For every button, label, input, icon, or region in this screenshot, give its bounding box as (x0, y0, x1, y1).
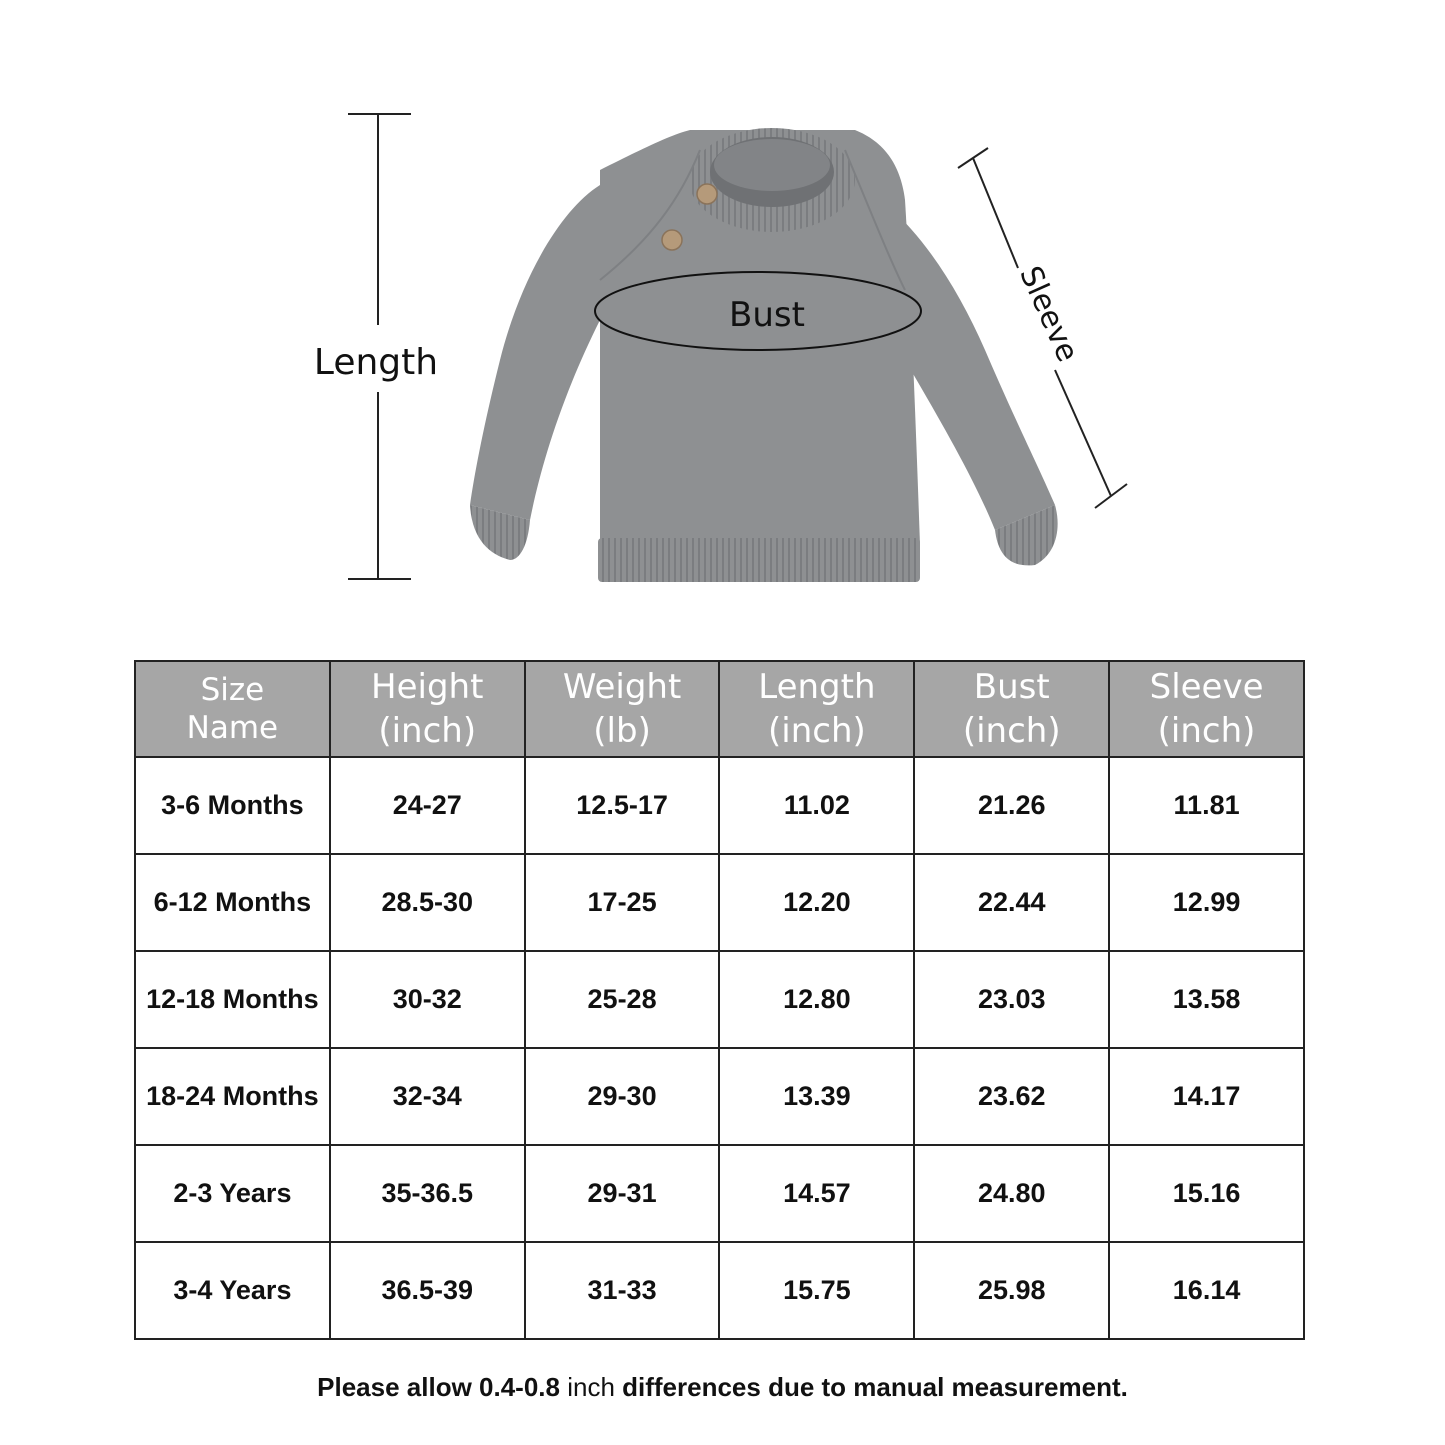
cell-sleeve: 12.99 (1109, 854, 1304, 951)
cell-height: 24-27 (330, 757, 525, 854)
header-sleeve: Sleeve (inch) (1109, 661, 1304, 757)
cell-sleeve: 14.17 (1109, 1048, 1304, 1145)
cell-weight: 12.5-17 (525, 757, 720, 854)
measurement-note: Please allow 0.4-0.8 inch differences due to manual measurement. (317, 1372, 1128, 1402)
cell-weight: 17-25 (525, 854, 720, 951)
table-row (135, 1145, 1304, 1242)
cell-sleeve: 15.16 (1109, 1145, 1304, 1242)
table-row (135, 951, 1304, 1048)
cell-weight: 31-33 (525, 1242, 720, 1339)
cell-length: 14.57 (719, 1145, 914, 1242)
table-header-row (135, 661, 1304, 757)
cell-bust: 23.03 (914, 951, 1109, 1048)
cell-length: 13.39 (719, 1048, 914, 1145)
table-row (135, 757, 1304, 854)
cell-height: 32-34 (330, 1048, 525, 1145)
cell-size-name: 2-3 Years (135, 1145, 330, 1242)
cell-size-name: 3-6 Months (135, 757, 330, 854)
cell-sleeve: 11.81 (1109, 757, 1304, 854)
cell-sleeve: 13.58 (1109, 951, 1304, 1048)
cell-weight: 25-28 (525, 951, 720, 1048)
cell-size-name: 18-24 Months (135, 1048, 330, 1145)
header-length: Length (inch) (719, 661, 914, 757)
cell-length: 12.80 (719, 951, 914, 1048)
cell-size-name: 12-18 Months (135, 951, 330, 1048)
cell-height: 30-32 (330, 951, 525, 1048)
button-icon (697, 184, 717, 204)
size-chart-table (134, 660, 1305, 1340)
cell-bust: 23.62 (914, 1048, 1109, 1145)
cell-length: 12.20 (719, 854, 914, 951)
cell-height: 36.5-39 (330, 1242, 525, 1339)
sleeve-label: Sleeve (1012, 261, 1086, 368)
cell-size-name: 3-4 Years (135, 1242, 330, 1339)
sweater-image (470, 128, 1058, 582)
sweater-measurement-diagram (0, 0, 1445, 640)
table-row (135, 1048, 1304, 1145)
table-row (135, 854, 1304, 951)
cell-length: 11.02 (719, 757, 914, 854)
cell-height: 28.5-30 (330, 854, 525, 951)
cell-height: 35-36.5 (330, 1145, 525, 1242)
bust-label: Bust (729, 295, 805, 335)
cell-sleeve: 16.14 (1109, 1242, 1304, 1339)
cell-length: 15.75 (719, 1242, 914, 1339)
table-row (135, 1242, 1304, 1339)
cell-weight: 29-30 (525, 1048, 720, 1145)
cell-weight: 29-31 (525, 1145, 720, 1242)
cell-bust: 21.26 (914, 757, 1109, 854)
cell-bust: 24.80 (914, 1145, 1109, 1242)
button-icon (662, 230, 682, 250)
cell-size-name: 6-12 Months (135, 854, 330, 951)
cell-bust: 22.44 (914, 854, 1109, 951)
length-label: Length (313, 342, 439, 383)
cell-bust: 25.98 (914, 1242, 1109, 1339)
header-size-name: Size Name (135, 661, 330, 757)
header-bust: Bust (inch) (914, 661, 1109, 757)
header-height: Height (inch) (330, 661, 525, 757)
header-weight: Weight (lb) (525, 661, 720, 757)
